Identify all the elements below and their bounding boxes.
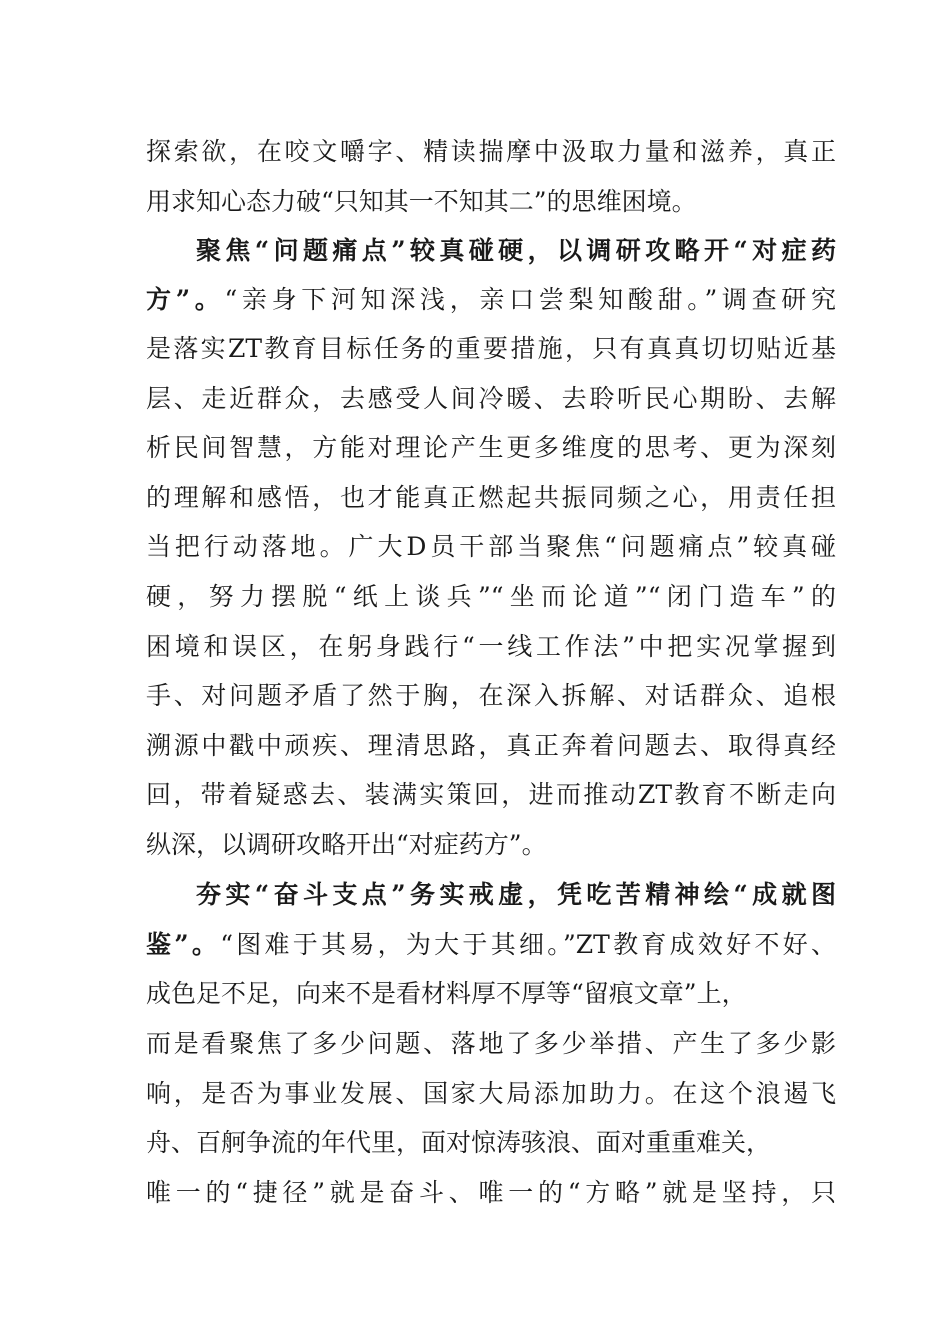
body-line: 析民间智慧，方能对理论产生更多维度的思考、更为深刻	[146, 433, 836, 462]
body-line: 溯源中戳中顽疾、理清思路，真正奔着问题去、取得真经	[146, 731, 836, 760]
body-line: 成色足不足，向来不是看材料厚不厚等“留痕文章”上，	[146, 979, 747, 1008]
body-line: 的理解和感悟，也才能真正燃起共振同频之心，用责任担	[146, 483, 836, 512]
body-line: 探索欲，在咬文嚼字、精读揣摩中汲取力量和滋养，真正	[146, 137, 836, 166]
body-line: 纵深，以调研攻略开出“对症药方”。	[146, 830, 547, 859]
body-text: “亲身下河知深浅，亲口尝梨知酸甜。”调查研究	[224, 285, 836, 314]
body-text: “图难于其易，为大于其细。”ZT教育成效好不好、	[220, 930, 836, 959]
body-line: 而是看聚焦了多少问题、落地了多少举措、产生了多少影	[146, 1029, 836, 1058]
body-line: 用求知心态力破“只知其一不知其二”的思维困境。	[146, 187, 697, 216]
body-line: 唯一的“捷径”就是奋斗、唯一的“方略”就是坚持，只	[146, 1178, 836, 1207]
section-heading-line: 聚焦“问题痛点”较真碰硬，以调研攻略开“对症药	[196, 236, 836, 265]
section-heading-line: 夯实“奋斗支点”务实戒虚，凭吃苦精神绘“成就图	[196, 880, 836, 909]
body-line: 是落实ZT教育目标任务的重要措施，只有真真切切贴近基	[146, 334, 836, 363]
body-line: 回，带着疑惑去、装满实策回，进而推动ZT教育不断走向	[146, 780, 836, 809]
body-line: 层、走近群众，去感受人间冷暖、去聆听民心期盼、去解	[146, 384, 836, 413]
body-line: 硬，努力摆脱“纸上谈兵”“坐而论道”“闭门造车”的	[146, 582, 836, 611]
body-line-with-heading-end	[146, 925, 836, 965]
body-line: 舟、百舸争流的年代里，面对惊涛骇浪、面对重重难关，	[146, 1128, 772, 1157]
body-line: 手、对问题矛盾了然于胸，在深入拆解、对话群众、追根	[146, 681, 836, 710]
section-heading-end: 鉴”。	[146, 930, 221, 959]
body-line-with-heading-end	[146, 280, 836, 320]
body-line: 当把行动落地。广大D员干部当聚焦“问题痛点”较真碰	[146, 532, 836, 561]
body-line: 响，是否为事业发展、国家大局添加助力。在这个浪遏飞	[146, 1079, 836, 1108]
section-heading-end: 方”。	[146, 285, 225, 314]
body-line: 困境和误区，在躬身践行“一线工作法”中把实况掌握到	[146, 632, 836, 661]
